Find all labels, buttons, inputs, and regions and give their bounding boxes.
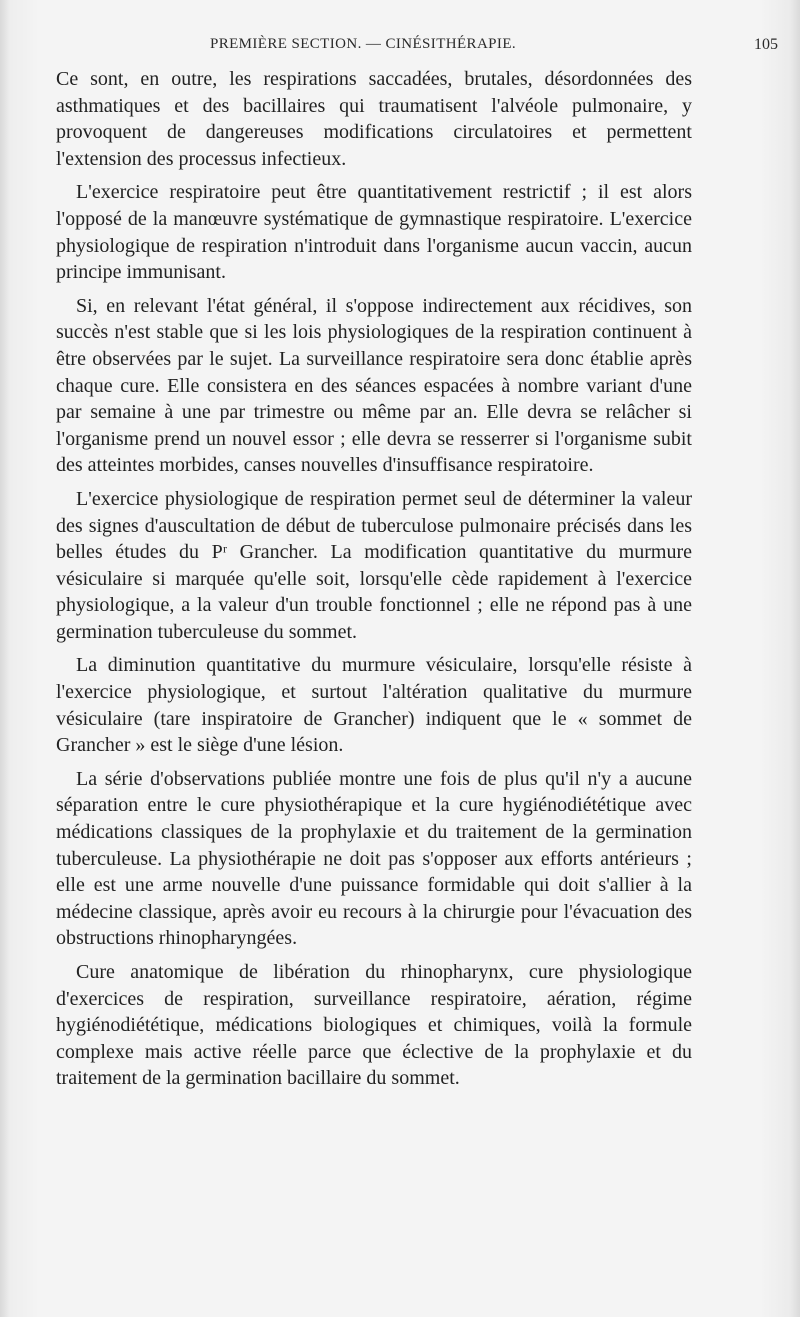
- page-header: [58, 36, 788, 62]
- paragraph-5: La diminution quantitative du murmure vésiculaire, lorsqu'elle résiste à l'exercice physiologique, et surtout l'altération qualitative du murmure vésiculaire (tare inspiratoire de Grancher) indiquent que le « sommet de Grancher » est le siège d'une lésion.: [56, 654, 692, 757]
- paragraph-6: La série d'observations publiée montre une fois de plus qu'il n'y a aucune séparation entre le cure physiothérapique et la cure hygiénodiététique avec médications classiques de la prophylaxie et du traitement de la germination tuberculeuse. La physiothérapie ne doit pas s'opposer aux efforts antérieurs ; elle est une arme nouvelle d'une puissance formidable qui doit s'allier à la médecine classique, après avoir eu recours à la chirurgie pour l'évacuation des obstructions rhinopharyngées.: [56, 767, 692, 950]
- running-title: PREMIÈRE SECTION. — CINÉSITHÉRAPIE.: [209, 36, 517, 52]
- paragraph-1: Ce sont, en outre, les respirations saccadées, brutales, désordonnées des asthmatiques et des bacillaires qui traumatisent l'alvéole pulmonaire, y provoquent de dangereuses modifications circulatoires et permettent l'extension des processus infectieux.: [56, 68, 692, 170]
- page-number: 105: [754, 36, 778, 53]
- body-text: [56, 66, 692, 1099]
- paragraph-7: Cure anatomique de libération du rhinopharynx, cure physiologique d'exercices de respiration, surveillance respiratoire, aération, régime hygiénodiététique, médications biologiques et chimiques, voilà la formule complexe mais active réelle parce que éclective de la prophylaxie et du traitement de la germination bacillaire du sommet.: [56, 961, 692, 1090]
- paragraph-3: Si, en relevant l'état général, il s'oppose indirectement aux récidives, son succès n'est stable que si les lois physiologiques de la respiration continuent à être observées par le sujet. La surveillance respiratoire sera donc établie après chaque cure. Elle consistera en des séances espacées à nombre variant d'une par semaine à une par trimestre ou même par an. Elle devra se relâcher si l'organisme prend un nouvel essor ; elle devra se resserrer si l'organisme subit des atteintes morbides, canses nouvelles d'insuffisance respiratoire.: [56, 294, 692, 477]
- paragraph-4: L'exercice physiologique de respiration permet seul de déterminer la valeur des signes d'auscultation de début de tuberculose pulmonaire précisés dans les belles études du Pʳ Grancher. La modification quantitative du murmure vésiculaire si marquée qu'elle soit, lorsqu'elle cède rapidement à l'exercice physiologique, a la valeur d'un trouble fonctionnel ; elle ne répond pas à une germination tuberculeuse du sommet.: [56, 487, 692, 643]
- paragraph-2: L'exercice respiratoire peut être quantitativement restrictif ; il est alors l'opposé de la manœuvre systématique de gymnastique respiratoire. L'exercice physiologique de respiration n'introduit dans l'organisme aucun vaccin, aucun principe immunisant.: [56, 181, 692, 284]
